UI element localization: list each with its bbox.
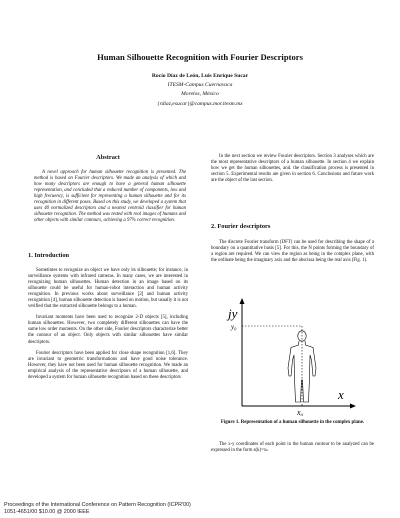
author-location: Morelos, México bbox=[181, 91, 219, 98]
footer-copyright: 1051-4651/00 $10.00 @ 2000 IEEE bbox=[4, 509, 90, 515]
intro-paragraph: Fourier descriptors have been applied for close shape recognition [1,6]. They are invariant to geometric transformations and have good noise tolerance. However, they have not been used for human silhouette recognition. We made an empirical analysis of the representative descriptors of a human silhouette, and developed a system for human silhouette recognition based on these descriptors bbox=[28, 350, 188, 380]
x-axis-arrow-icon bbox=[350, 404, 356, 409]
abstract-heading: Abstract bbox=[96, 154, 120, 161]
figure-complex-plane bbox=[226, 298, 356, 416]
page-footer bbox=[4, 502, 191, 516]
jy-label: jy bbox=[228, 306, 238, 321]
x0-label: x₀ bbox=[297, 408, 304, 416]
right-column-intro bbox=[211, 154, 374, 189]
section2-body bbox=[211, 240, 374, 269]
y0-label: y₀ bbox=[231, 323, 237, 331]
section2-paragraph: The discrete Fourier transform (DFT) can be used for describing the shape of a boundary on a quantitative basis [5]. For this, the N points forming the boundary of a region are required. We can view the region as being in the complex plane, with the ordinate being the imaginary axis and the abscissa being the real axis (Fig. 1). bbox=[211, 240, 374, 264]
author-block bbox=[0, 72, 400, 109]
abstract-text: A novel approach for human silhouette recognition is presented. The method is based on Fourier descriptors. We made an analysis of which and how many descriptors are enough to have a general human silhouette representation, and concluded that a reduced number of components, low and high frecuency, is sufficient for representing a human silhouette and for its recognition in different poses. Based on this study, we developed a system that uses 40 normalized descriptors and a nearest centroid classifier for human silhouette recognition. The method was tested with real images of humans and other objects with similar contours, achieving a 97% correct recognition. bbox=[34, 170, 186, 224]
after-figure-text: The x-y coordinates of each point in the human contour to be analyzed can be expressed in the form s(k)=xₖ bbox=[211, 442, 374, 454]
section-heading-introduction: 1. Introduction bbox=[28, 252, 70, 259]
introduction-body bbox=[28, 268, 188, 386]
x-label: x bbox=[338, 387, 344, 402]
intro-continuation: In the next section we review Fourier descriptors. Section 3 analyses which are the most representative descriptors of a human silhouette. In section 4 we explain how we get the human silhouettes, and. the classification process is presented in section 5. Experimental results are given in section 6. Conclusions and future work are the object of the last section. bbox=[211, 154, 374, 184]
figure-caption: Figure 1. Representation of a human silhouette in the complex plane. bbox=[220, 420, 365, 425]
author-institution: ITESM-Campus Cuernavaca bbox=[167, 82, 233, 89]
intro-paragraph: Sometimes to recognize an object we have only its silhouette; for instance, in surveillance systems with infrared cameras. In many cases, we are interested in recognizing human silhouettes. Human detection in an image based on its silhouette could be useful for human-robot interaction and human activity recognition. In previous works about surveillance [2] and human activity recognition [4], human silhouette detection is based on motion, but usually it is not verified that the extracted silhouette belongs to a human. bbox=[28, 268, 188, 310]
y-axis-arrow-icon bbox=[240, 298, 245, 304]
author-email: {rdiaz,esucar}@campus.mor.itesm.mx bbox=[157, 100, 243, 107]
author-names: Rocío Díaz de León, Luis Enrique Sucar bbox=[151, 73, 249, 79]
paper-title: Human Silhouette Recognition with Fourier Descriptors bbox=[97, 52, 303, 62]
footer-proceedings: Proceedings of the International Conference on Pattern Recognition (ICPR'00) bbox=[4, 502, 191, 508]
section-heading-fourier: 2. Fourier descriptors bbox=[211, 223, 271, 230]
intro-paragraph: Invariant moments have been used to recognize 2-D objects [5], including human silhouettes. However, two completely different silhouettes can have the same low order moments. On the other side, Fourier descriptors characterize better the contour of an object. Only objects with similar silhouettes have similar descriptors. bbox=[28, 315, 188, 345]
